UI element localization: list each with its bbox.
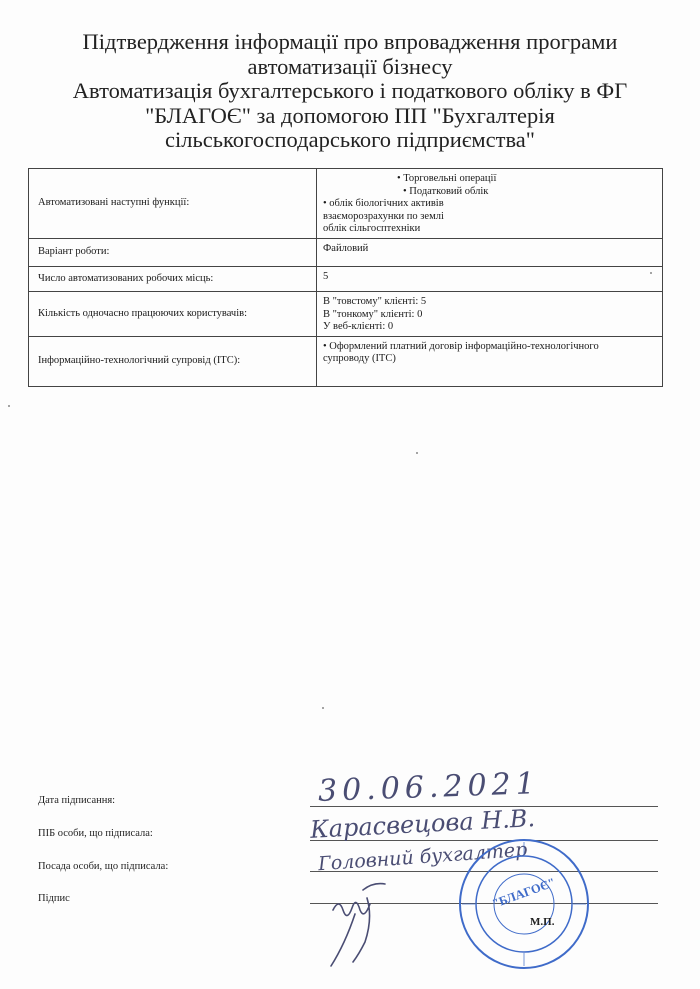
function-item: • облік біологічних активів	[323, 198, 444, 209]
work-mode-value: Файловий	[323, 243, 369, 254]
title-line-5: сільськогосподарського підприємства"	[165, 127, 535, 152]
function-item: • Торговельні операції	[397, 173, 497, 184]
handwritten-signature	[325, 870, 445, 970]
row-value	[317, 169, 663, 239]
name-handwritten: Карасвецова Н.В.	[309, 804, 536, 844]
row-label: Кількість одночасно працюючих користувачів:	[29, 292, 317, 337]
scan-speck	[416, 452, 418, 454]
position-handwritten: Головний бухгалтер	[317, 838, 528, 876]
workstations-value: 5	[323, 271, 329, 282]
function-item: облік сільгосптехніки	[323, 223, 421, 234]
table-row	[29, 292, 663, 337]
official-stamp	[456, 836, 592, 977]
title-line-1: Підтвердження інформації про впровадження програми	[82, 29, 618, 54]
users-item: В "товстому" клієнті: 5	[323, 296, 427, 307]
stamp-name: "БЛАГОЄ"	[490, 875, 558, 911]
date-label: Дата підписання:	[38, 795, 116, 806]
name-label: ПІБ особи, що підписала:	[38, 828, 153, 839]
position-label: Посада особи, що підписала:	[38, 861, 169, 872]
title-line-2: автоматизації бізнесу	[247, 53, 453, 79]
document-title	[20, 30, 680, 153]
title-line-3: Автоматизація бухгалтерського і податкового обліку в ФГ	[72, 78, 628, 103]
table-row	[29, 169, 663, 239]
row-label: Варіант роботи:	[29, 239, 317, 267]
sign-label: Підпис	[38, 893, 70, 904]
date-handwritten: 30.06.2021	[317, 766, 541, 809]
row-label: Число автоматизованих робочих місць:	[29, 267, 317, 292]
info-table	[28, 168, 663, 387]
stamp-mp-label: М.П.	[530, 916, 555, 928]
scan-speck	[650, 272, 652, 274]
function-item: взаєморозрахунки по землі	[323, 210, 444, 222]
scan-speck	[8, 405, 10, 407]
row-value	[317, 292, 663, 337]
row-label: Автоматизовані наступні функції:	[29, 169, 317, 239]
row-value	[317, 239, 663, 267]
table-row	[29, 267, 663, 292]
table-row	[29, 336, 663, 386]
row-value	[317, 336, 663, 386]
its-item: супроводу (ІТС)	[323, 353, 396, 364]
its-item: • Оформлений платний договір інформаційно-технологічного	[323, 340, 599, 352]
row-label: Інформаційно-технологічний супровід (ІТС):	[29, 336, 317, 386]
users-item: В "тонкому" клієнті: 0	[323, 308, 423, 320]
title-line-4: "БЛАГОЄ" за допомогою ПП "Бухгалтерія	[145, 102, 555, 128]
table-row	[29, 239, 663, 267]
users-item: У веб-клієнті: 0	[323, 321, 394, 332]
scan-speck	[322, 707, 324, 709]
function-item: • Податковий облік	[403, 185, 489, 197]
row-value	[317, 267, 663, 292]
